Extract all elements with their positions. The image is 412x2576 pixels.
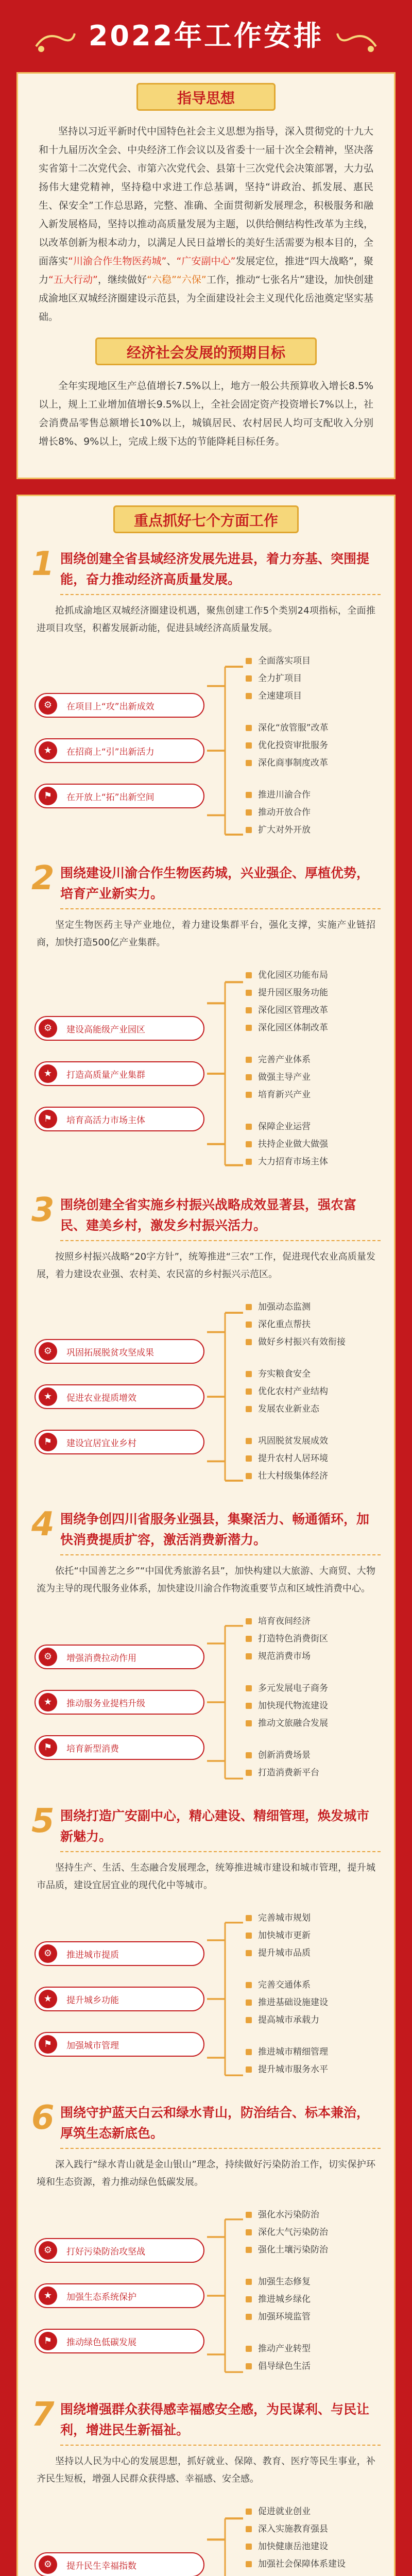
- measure-group: [246, 1614, 377, 1664]
- measure-item: 提高城市承载力: [246, 2013, 377, 2027]
- key-item-label: ★ 在招商上“引”出新活力: [35, 738, 204, 763]
- measure-item: 提升农村人居环境: [246, 1451, 377, 1466]
- measure-group: [246, 1681, 377, 1731]
- key-item-label: ★ 打造高质量产业集群: [35, 1061, 204, 1086]
- key-heading: 重点抓好七个方面工作: [113, 505, 299, 533]
- key-item-labels: [35, 1645, 204, 1760]
- measure-item: 深化大气污染防治: [246, 2225, 377, 2240]
- label-marker-icon: ⚙: [39, 2555, 57, 2574]
- measure-item: 提升城市品质: [246, 1946, 377, 1960]
- measure-group: [246, 2208, 377, 2257]
- key-item: [18, 545, 394, 848]
- measure-group: [246, 1300, 377, 1349]
- measure-item: 推进川渝合作: [246, 788, 377, 802]
- key-item: [18, 1505, 394, 1790]
- key-item-diagram: [31, 2208, 381, 2384]
- key-item-number: 7: [31, 2396, 55, 2434]
- key-item-title: 围绕打造广安副中心，精心建设、精细管理，焕发城市新魅力。: [60, 1806, 381, 1852]
- header: [0, 0, 412, 72]
- key-item-label: ⚙ 建设高能级产业园区: [35, 1016, 204, 1041]
- measure-item: 加强生态修复: [246, 2275, 377, 2289]
- key-item-header: [31, 1505, 381, 1555]
- measure-item: 推动开放合作: [246, 805, 377, 820]
- measure-item: 加快城市更新: [246, 1928, 377, 1943]
- measure-group: [246, 1053, 377, 1102]
- key-item-text: 坚定生物医药主导产业地位，着力建设集群平台，强化支撑，实施产业链招商，加快打造500亿产业集群。: [37, 920, 375, 948]
- measure-item: 完善产业体系: [246, 1053, 377, 1067]
- measure-item: 扶持企业做大做强: [246, 1137, 377, 1151]
- measure-item: 推动文旅融合发展: [246, 1716, 377, 1731]
- key-item-label: ⚙ 增强消费拉动作用: [35, 1645, 204, 1669]
- key-item-label: ★ 促进农业提质增效: [35, 1384, 204, 1409]
- measure-item: 推进基础设施建设: [246, 1995, 377, 2010]
- measure-item: 加强环境监管: [246, 2310, 377, 2324]
- bracket-connector: [204, 2504, 246, 2576]
- measure-group: [246, 788, 377, 837]
- bracket-connector: [204, 1300, 246, 1494]
- bracket-connector: [204, 968, 246, 1179]
- key-item-label: ⚑ 建设宜居宜业乡村: [35, 1430, 204, 1454]
- measure-group: [246, 1978, 377, 2027]
- guide-section: [16, 72, 396, 479]
- key-item-label: ⚑ 培育高活力市场主体: [35, 1107, 204, 1131]
- key-item-measures: [246, 1300, 377, 1494]
- key-item-label: ⚙ 打好污染防治攻坚战: [35, 2238, 204, 2263]
- label-marker-icon: ⚑: [39, 1738, 57, 1757]
- measure-item: 加快健康岳池建设: [246, 2539, 377, 2554]
- key-item-header: [31, 2396, 381, 2446]
- measure-item: 加强社会保障体系建设: [246, 2557, 377, 2571]
- measure-item: 保障企业运营: [246, 1120, 377, 1134]
- goals-paragraph: 全年实现地区生产总值增长7.5%以上，地方一般公共预算收入增长8.5%以上，规上工业增加值增长9.5%以上，全社会固定资产投资增长7%以上，社会消费品零售总额增长10%以上，城镇居民、农村居民人均可支配收入分别增长8%、9%以上，完成上级下达的节能降耗目标任务。: [39, 380, 373, 447]
- measure-item: 培育新兴产业: [246, 1088, 377, 1102]
- measure-item: 做强主导产业: [246, 1070, 377, 1084]
- measure-item: 深化“放管服”改革: [246, 721, 377, 735]
- key-item-label: ⚑ 推动绿色低碳发展: [35, 2329, 204, 2353]
- key-item-measures: [246, 654, 377, 848]
- measure-item: 发展农业新业态: [246, 1402, 377, 1416]
- measure-group: [246, 2342, 377, 2374]
- measure-item: 强化土壤污染防治: [246, 2243, 377, 2257]
- key-item-text: 依托“中国善艺之乡”“中国优秀旅游名县”，加快构建以大旅游、大商贸、大物流为主导的现代服务业体系，加快建设川渝合作物流重要节点和区域性消费中心。: [37, 1566, 375, 1594]
- label-marker-icon: ⚙: [39, 1944, 57, 1963]
- measure-item: 壮大村级集体经济: [246, 1469, 377, 1483]
- key-item-diagram: [31, 968, 381, 1179]
- measure-item: 培育夜间经济: [246, 1614, 377, 1629]
- key-item-number: 3: [31, 1191, 55, 1229]
- measure-group: [246, 721, 377, 770]
- key-item-label: ⚙ 在项目上“攻”出新成效: [35, 693, 204, 718]
- key-item-text: 坚持以人民为中心的发展思想，抓好就业、保障、教育、医疗等民生事业，补齐民生短板，增强人民群众获得感、幸福感、安全感。: [37, 2456, 375, 2484]
- key-item-header: [31, 1191, 381, 1241]
- measure-item: 夯实粮食安全: [246, 1367, 377, 1381]
- key-item-labels: [35, 2552, 204, 2576]
- key-work-section: [16, 495, 396, 2576]
- label-marker-icon: ⚙: [39, 1019, 57, 1038]
- key-item-label: ★ 提升城乡功能: [35, 1987, 204, 2011]
- measure-item: 推进城市精细管理: [246, 2045, 377, 2059]
- key-item-measures: [246, 2208, 377, 2384]
- key-item-label: ⚙ 推进城市提质: [35, 1941, 204, 1966]
- key-item-label: ⚑ 加强城市管理: [35, 2032, 204, 2057]
- key-item-title: 围绕争创四川省服务业强县，集聚活力、畅通循环，加快消费提质扩容，激活消费新潜力。: [60, 1509, 381, 1555]
- guide-heading: 指导思想: [136, 83, 276, 111]
- measure-item: 提升城市服务水平: [246, 2062, 377, 2077]
- measure-item: 深入实施教育强县: [246, 2522, 377, 2536]
- key-item-measures: [246, 968, 377, 1179]
- key-item-number: 1: [31, 545, 55, 583]
- decoration-left-icon: [31, 26, 77, 57]
- measure-item: 推动产业转型: [246, 2342, 377, 2356]
- measure-item: 多元发展电子商务: [246, 1681, 377, 1696]
- key-item: [18, 859, 394, 1179]
- measure-item: 提升园区服务功能: [246, 986, 377, 1000]
- measure-item: 推进城乡绿化: [246, 2292, 377, 2307]
- key-item-measures: [246, 1614, 377, 1790]
- label-marker-icon: ★: [39, 2286, 57, 2305]
- label-marker-icon: ⚑: [39, 2332, 57, 2350]
- key-item-label: ⚙ 巩固拓展脱贫攻坚成果: [35, 1339, 204, 1364]
- measure-item: 打造消费新平台: [246, 1766, 377, 1780]
- measure-item: 做好乡村振兴有效衔接: [246, 1335, 377, 1349]
- key-item-diagram: [31, 1300, 381, 1494]
- measure-group: [246, 1367, 377, 1416]
- key-item-number: 5: [31, 1802, 55, 1840]
- measure-item: 优化农村产业结构: [246, 1384, 377, 1399]
- key-item-labels: [35, 1016, 204, 1131]
- key-item-labels: [35, 2238, 204, 2353]
- label-marker-icon: ⚑: [39, 1433, 57, 1451]
- guide-paragraph: 坚持以习近平新时代中国特色社会主义思想为指导，深入贯彻党的十九大和十九届历次全会、中央经济工作会议以及省委十一届十次全会精神，坚决落实省第十二次党代会、市第六次党代会、县第十三次党代会决策部署，大力弘扬伟大建党精神，坚持稳中求进工作总基调，坚持“讲政治、抓发展、惠民生、保安全”工作总思路，完整、准确、全面贯彻新发展理念，积极服务和融入新发展格局，坚持以推动高质量发展为主题，以供给侧结构性改革为主线，以改革创新为根本动力，以满足人民日益增长的美好生活需要为根本目的，全面落实“川渝合作生物医药城”、“广安副中心”发展定位，推进“四大战略”，聚力“五大行动”，继续做好“六稳”“六保”工作，推动“七张名片”建设，加快创建成渝地区双城经济圈建设示范县，为全面建设社会主义现代化岳池奠定坚实基础。: [39, 126, 374, 323]
- label-marker-icon: ⚑: [39, 787, 57, 805]
- key-item-label: ⚑ 在开放上“拓”出新空间: [35, 784, 204, 808]
- key-item-label: ★ 推动服务业提档升级: [35, 1690, 204, 1715]
- measure-item: 优化投资审批服务: [246, 738, 377, 753]
- measure-item: 优化园区功能布局: [246, 968, 377, 982]
- measure-group: [246, 2045, 377, 2077]
- measure-item: 创新消费场景: [246, 1748, 377, 1762]
- key-item-diagram: [31, 1911, 381, 2087]
- measure-group: [246, 1434, 377, 1483]
- key-item-title: 围绕创建全省县域经济发展先进县，着力夯基、突围提能，奋力推动经济高质量发展。: [60, 549, 381, 595]
- key-item-labels: [35, 1339, 204, 1454]
- key-item-header: [31, 545, 381, 595]
- key-item-diagram: [31, 1614, 381, 1790]
- key-item-header: [31, 859, 381, 909]
- label-marker-icon: ⚙: [39, 1342, 57, 1361]
- key-item-title: 围绕建设川渝合作生物医药城，兴业强企、厚植优势，培育产业新实力。: [60, 863, 381, 909]
- measure-item: 全速建项目: [246, 689, 377, 703]
- key-item: [18, 1191, 394, 1494]
- key-item-label: ★ 加强生态系统保护: [35, 2283, 204, 2308]
- key-item-diagram: [31, 654, 381, 848]
- key-item: [18, 2099, 394, 2384]
- measure-item: 巩固脱贫发展成效: [246, 1434, 377, 1448]
- measure-group: [246, 1911, 377, 1960]
- bracket-connector: [204, 1911, 246, 2087]
- measure-group: [246, 1120, 377, 1169]
- measure-item: 完善交通体系: [246, 1978, 377, 1992]
- label-marker-icon: ⚑: [39, 2035, 57, 2054]
- key-item-title: 围绕守护蓝天白云和绿水青山，防治结合、标本兼治，厚筑生态新底色。: [60, 2103, 381, 2149]
- label-marker-icon: ★: [39, 1064, 57, 1083]
- key-item: [18, 1802, 394, 2087]
- key-item: [18, 2396, 394, 2576]
- key-item-number: 2: [31, 859, 55, 897]
- label-marker-icon: ⚙: [39, 1648, 57, 1666]
- measure-item: 打造特色消费街区: [246, 1632, 377, 1646]
- key-item-title: 围绕增强群众获得感幸福感安全感，为民谋利、与民让利，增进民生新福祉。: [60, 2399, 381, 2446]
- key-item-title: 围绕创建全省实施乡村振兴战略成效显著县，强农富民、建美乡村，激发乡村振兴活力。: [60, 1195, 381, 1241]
- key-item-label: ⚙ 提升民生幸福指数: [35, 2552, 204, 2576]
- label-marker-icon: ★: [39, 1693, 57, 1711]
- page-title: 2022年工作安排: [88, 20, 324, 52]
- label-marker-icon: ★: [39, 741, 57, 760]
- label-marker-icon: ★: [39, 1990, 57, 2008]
- measure-item: 加快现代物流建设: [246, 1699, 377, 1713]
- measure-item: 扩大对外开放: [246, 823, 377, 837]
- measure-item: 深化重点帮扶: [246, 1317, 377, 1332]
- key-item-text: 抢抓成渝地区双城经济圈建设机遇，聚焦创建工作5个类别24项指标，全面推进项目攻坚，积蓄发展新动能，促进县域经济高质量发展。: [37, 605, 375, 634]
- bracket-connector: [204, 654, 246, 848]
- measure-item: 强化水污染防治: [246, 2208, 377, 2222]
- bracket-connector: [204, 2208, 246, 2384]
- key-item-header: [31, 2099, 381, 2149]
- measure-item: 促进就业创业: [246, 2504, 377, 2519]
- measure-group: [246, 654, 377, 703]
- measure-item: 全面落实项目: [246, 654, 377, 668]
- measure-item: 完善城市规划: [246, 1911, 377, 1925]
- key-item-text: 按照乡村振兴战略“20字方针”，统筹推进“三农”工作，促进现代农业高质量发展，着力建设农业强、农村美、农民富的乡村振兴示范区。: [37, 1251, 375, 1280]
- measure-item: 深化园区管理改革: [246, 1003, 377, 1018]
- label-marker-icon: ⚑: [39, 1110, 57, 1128]
- measure-group: [246, 2504, 377, 2571]
- label-marker-icon: ⚙: [39, 696, 57, 715]
- measure-item: 倡导绿色生活: [246, 2359, 377, 2374]
- measure-item: 大力招育市场主体: [246, 1155, 377, 1169]
- key-item-number: 4: [31, 1505, 55, 1544]
- key-item-labels: [35, 1941, 204, 2057]
- key-item-measures: [246, 2504, 377, 2576]
- key-item-diagram: [31, 2504, 381, 2576]
- measure-group: [246, 1748, 377, 1780]
- measure-group: [246, 2275, 377, 2324]
- decoration-right-icon: [335, 26, 381, 57]
- key-item-header: [31, 1802, 381, 1852]
- measure-item: 深化商事制度改革: [246, 756, 377, 770]
- key-item-number: 6: [31, 2099, 55, 2137]
- measure-item: 全力扩项目: [246, 671, 377, 686]
- key-item-measures: [246, 1911, 377, 2087]
- key-item-text: 坚持生产、生活、生态融合发展理念，统筹推进城市建设和城市管理，提升城市品质，建设宜居宜业的现代化中等城市。: [37, 1862, 375, 1891]
- key-items: [18, 545, 394, 2576]
- measure-item: 深化园区体制改革: [246, 1021, 377, 1035]
- label-marker-icon: ★: [39, 1387, 57, 1406]
- bracket-connector: [204, 1614, 246, 1790]
- measure-item: 规范消费市场: [246, 1649, 377, 1664]
- key-item-text: 深入践行“绿水青山就是金山银山”理念，持续做好污染防治工作，切实保护环境和生态资源，着力推动绿色低碳发展。: [37, 2159, 375, 2188]
- label-marker-icon: ⚙: [39, 2241, 57, 2260]
- key-item-labels: [35, 693, 204, 808]
- measure-item: 加强动态监测: [246, 1300, 377, 1314]
- key-item-label: ⚑ 培育新型消费: [35, 1735, 204, 1760]
- goals-heading: 经济社会发展的预期目标: [95, 337, 317, 365]
- measure-group: [246, 968, 377, 1035]
